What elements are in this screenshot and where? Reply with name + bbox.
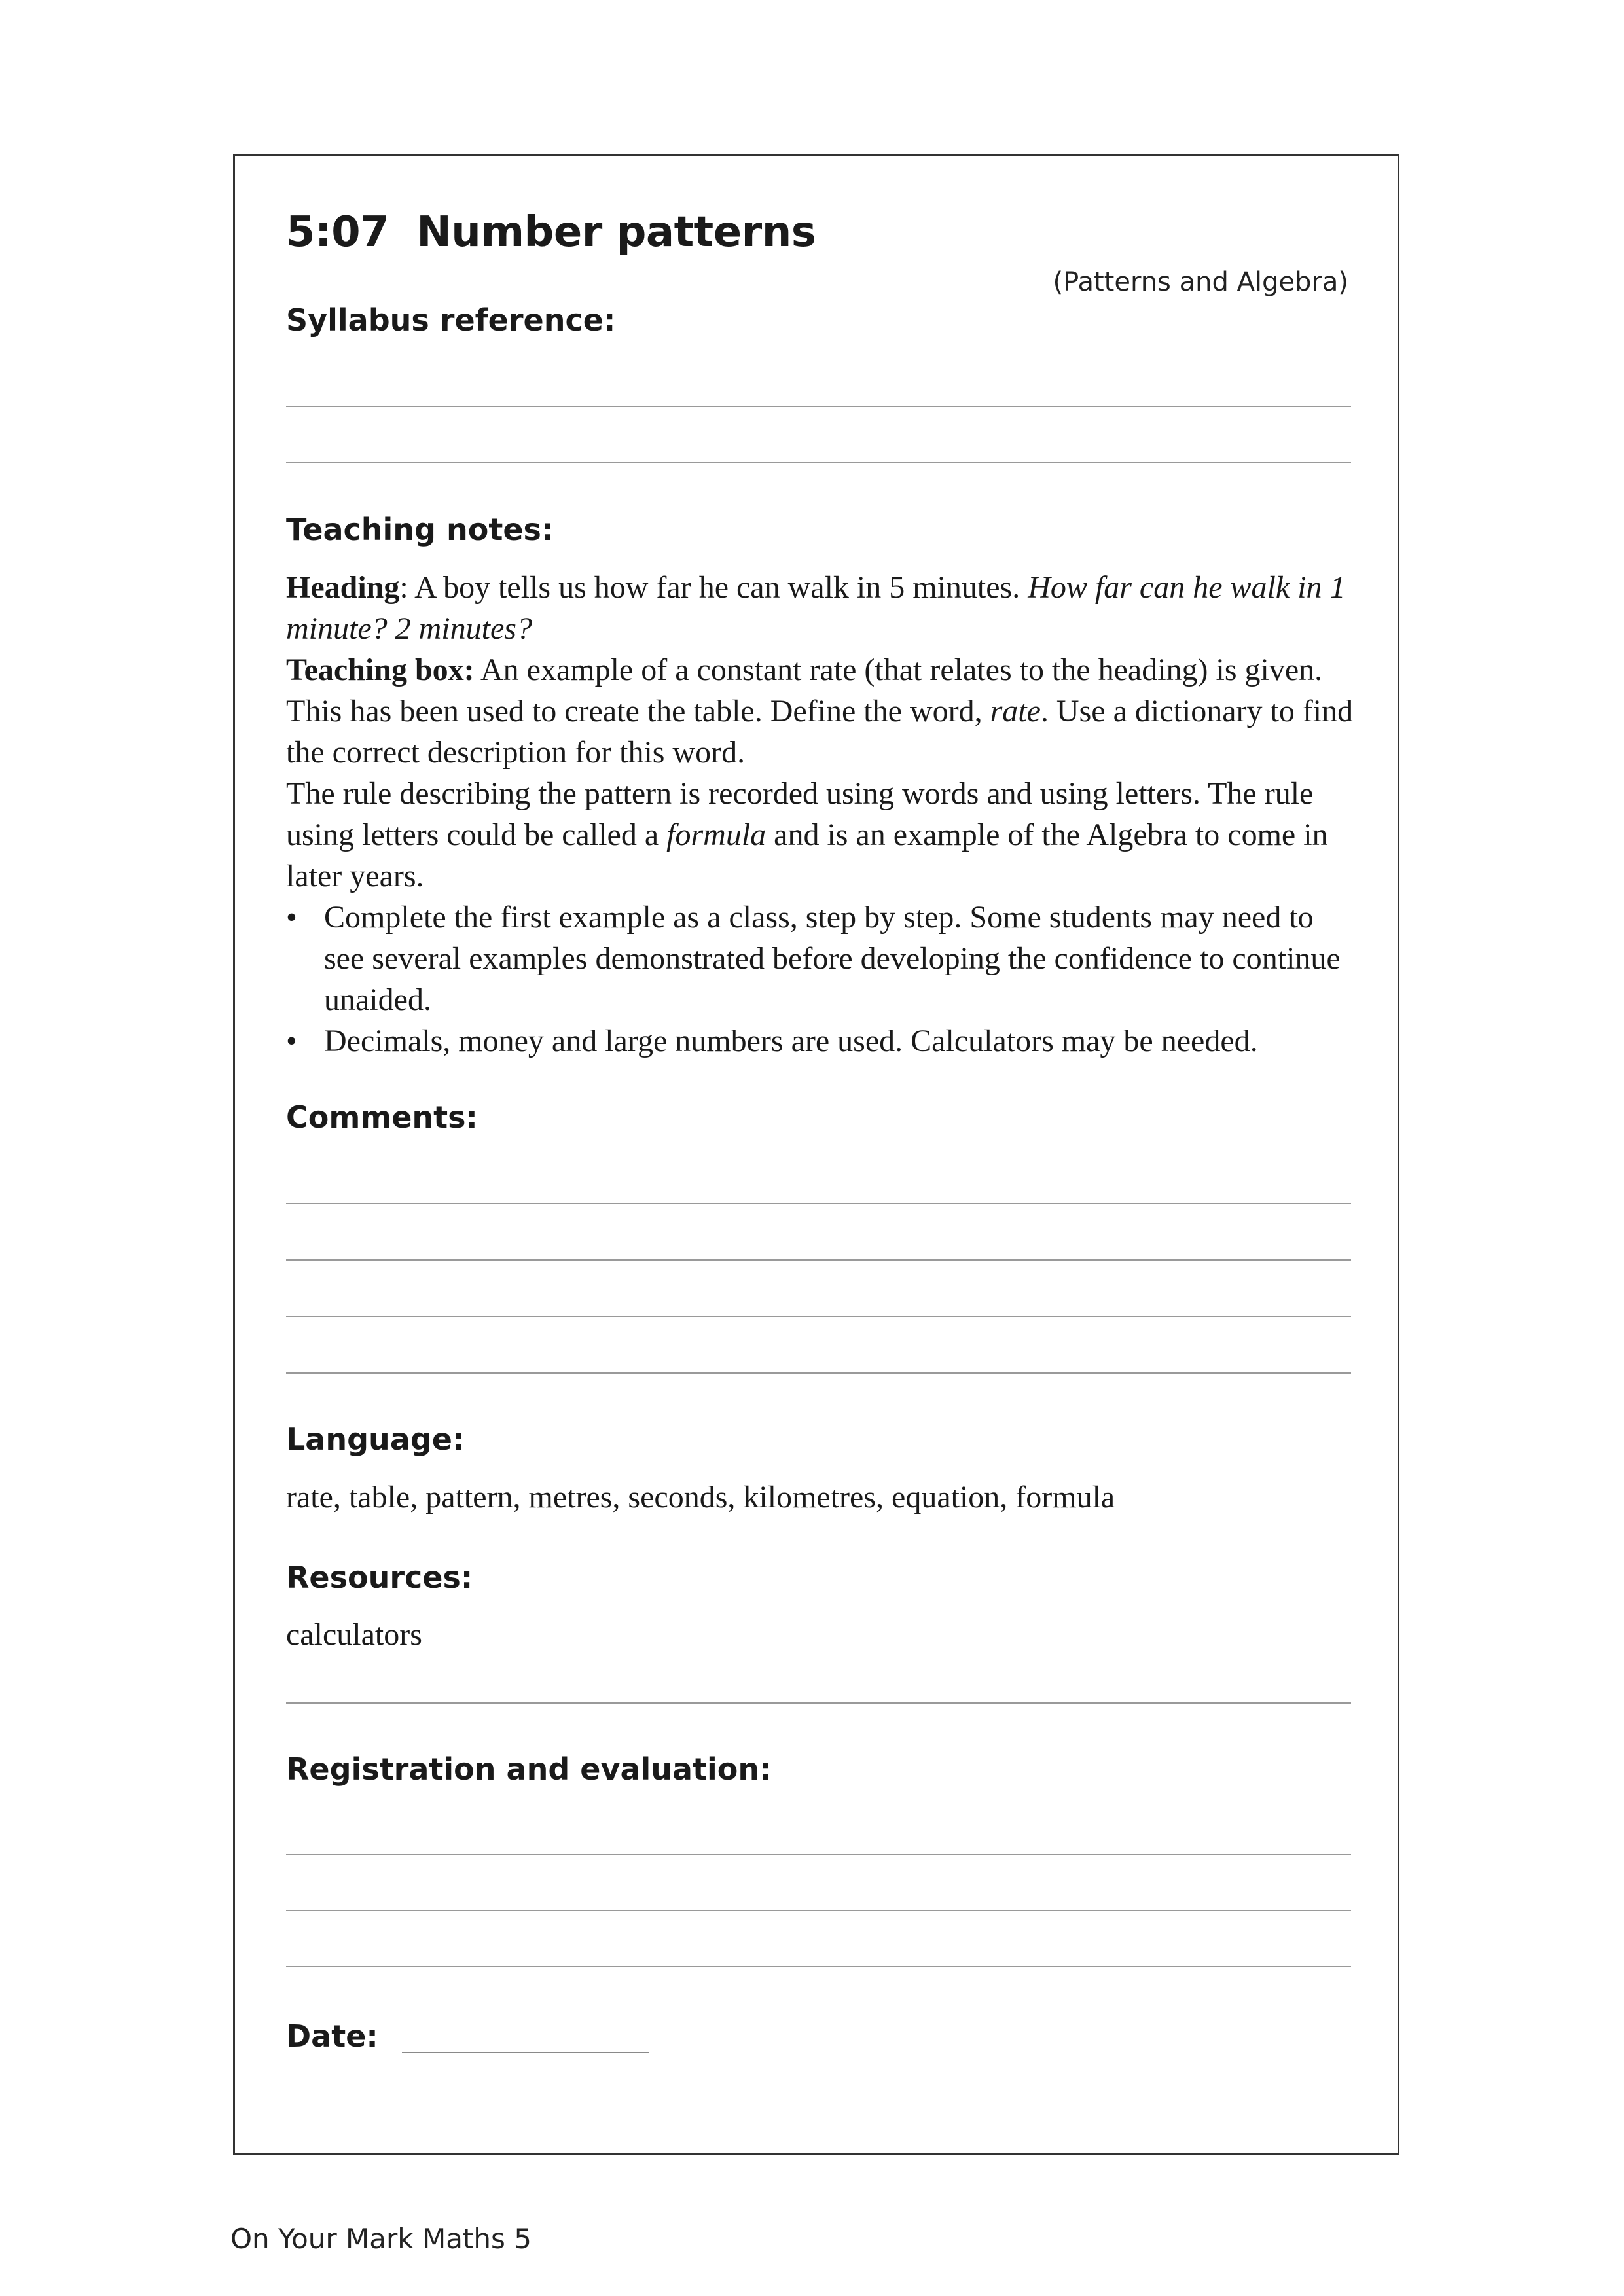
- heading-note: [286, 567, 1360, 649]
- rule-note-term: formula: [666, 817, 767, 852]
- teaching-box-text-2: . Use a dictionary to find the correct description for this word.: [286, 694, 1354, 770]
- teaching-box-note: [286, 649, 1360, 773]
- teaching-bullets: [286, 897, 1360, 1062]
- syllabus-line-2[interactable]: [286, 462, 1351, 463]
- page-footer: On Your Mark Maths 5: [230, 2223, 532, 2255]
- comments-line-2[interactable]: [286, 1259, 1351, 1261]
- heading-note-question: How far can he walk in 1 minute? 2 minutes?: [286, 570, 1346, 646]
- date-field-line[interactable]: [402, 2052, 649, 2053]
- registration-line-3[interactable]: [286, 1966, 1351, 1967]
- rule-note: [286, 773, 1360, 897]
- bullet-text: Complete the first example as a class, step by step. Some students may need to see several examples demonstrated before developing the confidence to continue unaided.: [324, 900, 1341, 1017]
- bullet-text: Decimals, money and large numbers are used. Calculators may be needed.: [324, 1024, 1258, 1058]
- resources-text: calculators: [286, 1617, 422, 1652]
- teaching-box-label: Teaching box:: [286, 653, 475, 687]
- resources-heading: Resources:: [286, 1560, 473, 1595]
- worksheet-frame: [233, 154, 1399, 2155]
- date-label: Date:: [286, 2018, 378, 2054]
- rule-note-text-2: and is an example of the Algebra to come in later years.: [286, 817, 1328, 893]
- registration-line-2[interactable]: [286, 1910, 1351, 1911]
- resources-line[interactable]: [286, 1702, 1351, 1704]
- lesson-title: Number patterns: [416, 208, 816, 257]
- comments-line-4[interactable]: [286, 1372, 1351, 1374]
- comments-heading: Comments:: [286, 1100, 478, 1135]
- bullet-item: [286, 1020, 1360, 1062]
- syllabus-line-1[interactable]: [286, 406, 1351, 407]
- page-title: [286, 208, 816, 257]
- teaching-box-text-1: An example of a constant rate (that relates to the heading) is given. This has been used to create the table. Define the word,: [286, 653, 1323, 728]
- registration-heading: Registration and evaluation:: [286, 1751, 772, 1787]
- comments-line-3[interactable]: [286, 1316, 1351, 1317]
- language-text: rate, table, pattern, metres, seconds, kilometres, equation, formula: [286, 1480, 1115, 1515]
- comments-line-1[interactable]: [286, 1203, 1351, 1204]
- teaching-notes-body: [286, 567, 1360, 1062]
- bullet-dot-icon: •: [286, 1024, 297, 1058]
- registration-line-1[interactable]: [286, 1854, 1351, 1855]
- teaching-notes-heading: Teaching notes:: [286, 512, 554, 547]
- lesson-number: 5:07: [286, 208, 389, 257]
- rule-note-text-1: The rule describing the pattern is recorded using words and using letters. The rule using letters could be called a: [286, 776, 1314, 852]
- bullet-item: [286, 897, 1360, 1020]
- language-heading: Language:: [286, 1422, 465, 1457]
- syllabus-heading: Syllabus reference:: [286, 302, 616, 338]
- heading-note-label: Heading: [286, 570, 400, 605]
- strand-label: (Patterns and Algebra): [1053, 267, 1348, 297]
- teaching-box-term: rate: [990, 694, 1041, 728]
- bullet-dot-icon: •: [286, 900, 297, 935]
- heading-note-text: : A boy tells us how far he can walk in 5 minutes.: [399, 570, 1028, 605]
